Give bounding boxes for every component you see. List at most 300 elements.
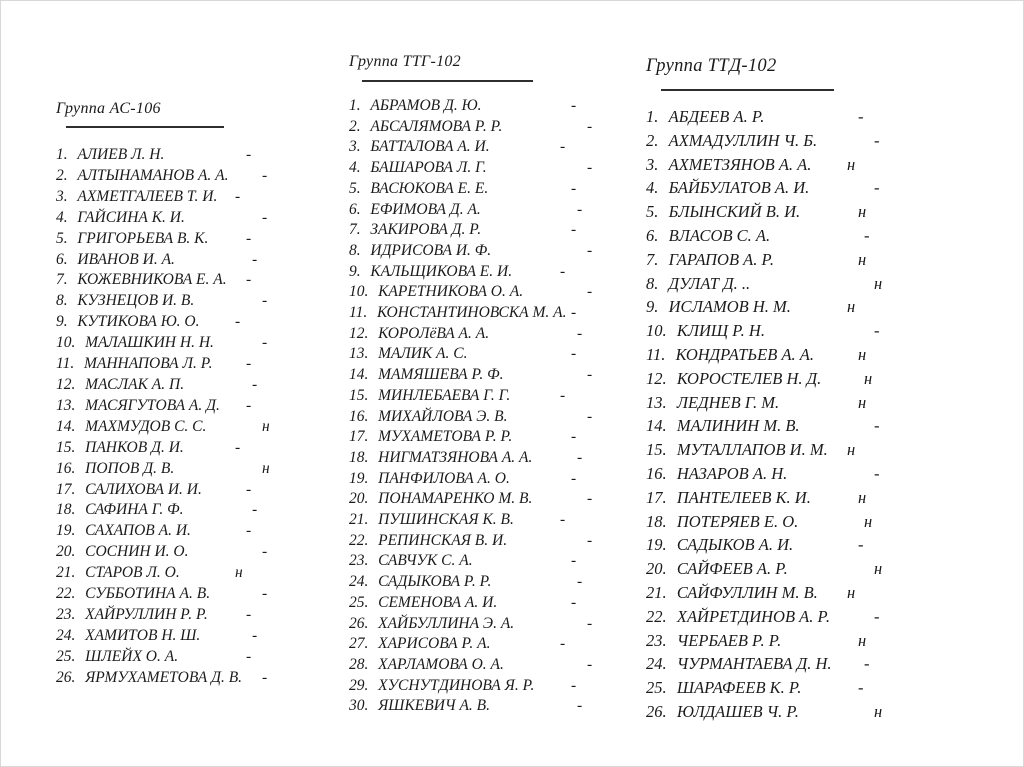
- row-number: 13.: [646, 392, 667, 412]
- attendance-mark: н: [858, 487, 867, 507]
- spacer: [77, 543, 85, 560]
- student-name: КАРЕТНИКОВА О. А.: [378, 283, 524, 301]
- attendance-mark: -: [858, 107, 864, 126]
- row-number: 21.: [646, 582, 667, 602]
- attendance-mark: -: [560, 138, 566, 156]
- student-name: СЕМЕНОВА А. И.: [378, 593, 498, 611]
- student-name: СОСНИН И. О.: [85, 543, 189, 561]
- row-number: 7.: [349, 221, 361, 239]
- row-number: 19.: [349, 469, 369, 487]
- student-row: [646, 295, 986, 319]
- row-number: 2.: [646, 130, 659, 150]
- spacer: [370, 449, 378, 466]
- spacer: [669, 488, 677, 507]
- attendance-mark: -: [246, 480, 252, 498]
- row-number: 15.: [56, 438, 76, 456]
- student-name: ШЛЕЙХ О. А.: [85, 647, 179, 665]
- student-name: ГАРАПОВ А. Р.: [668, 249, 775, 269]
- student-name: ДУЛАТ Д. ..: [668, 273, 751, 293]
- attendance-mark: -: [577, 573, 583, 591]
- attendance-mark: -: [587, 531, 593, 549]
- row-number: 6.: [56, 250, 68, 268]
- student-row: [646, 343, 986, 367]
- student-row: [646, 438, 986, 462]
- row-number: 3.: [56, 187, 68, 205]
- row-number: 12.: [56, 375, 76, 393]
- row-number: 1.: [646, 107, 659, 126]
- attendance-mark: н: [858, 249, 867, 269]
- attendance-mark: -: [246, 355, 252, 373]
- spacer: [77, 564, 85, 581]
- attendance-mark: -: [571, 179, 577, 197]
- attendance-mark: -: [858, 535, 864, 555]
- spacer: [370, 594, 378, 611]
- student-name: АБДЕЕВ А. Р.: [668, 107, 765, 126]
- row-number: 13.: [56, 396, 76, 414]
- student-name: АЛТЫНАМАНОВ А. А.: [77, 166, 229, 184]
- row-number: 5.: [646, 202, 659, 222]
- attendance-mark: -: [587, 283, 593, 301]
- student-row: [349, 489, 649, 510]
- row-number: 9.: [56, 313, 68, 331]
- row-number: 26.: [349, 614, 369, 632]
- attendance-mark: -: [560, 635, 566, 653]
- row-number: 18.: [56, 501, 76, 519]
- student-name: ЕФИМОВА Д. А.: [370, 200, 481, 218]
- student-row: [349, 158, 649, 179]
- row-number: 6.: [646, 225, 659, 245]
- attendance-mark: -: [577, 200, 583, 218]
- attendance-mark: -: [571, 428, 577, 446]
- attendance-mark: н: [847, 154, 856, 174]
- spacer: [370, 325, 378, 342]
- spacer: [660, 226, 668, 245]
- student-name: САХАПОВ А. И.: [85, 522, 191, 540]
- row-number: 2.: [349, 117, 361, 135]
- row-number: 7.: [56, 271, 68, 289]
- student-row: [646, 557, 986, 581]
- row-number: 1.: [349, 97, 361, 114]
- row-number: 16.: [349, 407, 369, 425]
- spacer: [667, 345, 675, 364]
- attendance-mark: -: [246, 396, 252, 414]
- student-row: [349, 386, 649, 407]
- student-row: [349, 696, 649, 717]
- row-number: 4.: [349, 159, 361, 177]
- student-row: [349, 324, 649, 345]
- student-name: ПАНФИЛОВА А. О.: [378, 469, 510, 487]
- spacer: [669, 369, 677, 388]
- student-row: [646, 605, 986, 629]
- row-number: 24.: [349, 573, 369, 591]
- spacer: [660, 274, 668, 293]
- attendance-mark: -: [246, 647, 252, 665]
- student-name: БАЙБУЛАТОВ А. И.: [668, 178, 810, 198]
- row-number: 27.: [349, 635, 369, 653]
- student-name: БЛЫНСКИЙ В. И.: [668, 202, 801, 222]
- spacer: [77, 334, 85, 351]
- student-row: [349, 634, 649, 655]
- student-name: ИВАНОВ И. А.: [77, 250, 175, 268]
- row-number: 15.: [349, 386, 369, 404]
- spacer: [77, 606, 85, 623]
- student-name: ИДРИСОВА И. Ф.: [370, 241, 492, 259]
- student-name: ХАРИСОВА Р. А.: [378, 635, 491, 653]
- attendance-mark: -: [864, 654, 870, 674]
- row-number: 20.: [349, 490, 369, 508]
- row-number: 12.: [349, 324, 369, 342]
- attendance-mark: н: [858, 202, 867, 222]
- spacer: [669, 631, 677, 650]
- spacer: [370, 345, 378, 362]
- student-row: [646, 153, 986, 177]
- student-row: [349, 303, 649, 324]
- row-number: 17.: [349, 428, 369, 446]
- spacer: [669, 607, 677, 626]
- student-row: [349, 510, 649, 531]
- spacer: [77, 481, 85, 498]
- student-row: [646, 486, 986, 510]
- attendance-mark: -: [571, 593, 577, 611]
- group-title: Группа ТТД-102: [646, 56, 777, 76]
- student-row: [646, 129, 986, 153]
- row-number: 6.: [349, 200, 361, 218]
- student-row: [646, 652, 986, 676]
- attendance-mark: н: [847, 582, 856, 602]
- student-name: ГРИГОРЬЕВА В. К.: [77, 229, 209, 247]
- attendance-mark: -: [874, 178, 880, 198]
- spacer: [669, 559, 677, 578]
- student-name: НИГМАТЗЯНОВА А. А.: [378, 448, 533, 466]
- attendance-mark: н: [235, 564, 243, 582]
- attendance-mark: -: [235, 438, 241, 456]
- row-number: 5.: [56, 229, 68, 247]
- spacer: [370, 283, 378, 300]
- spacer: [370, 697, 378, 714]
- group-column-ttd-102: [646, 56, 986, 724]
- student-row: [349, 179, 649, 200]
- attendance-mark: -: [235, 187, 241, 205]
- student-name: КОНСТАНТИНОВСКА М. А.: [376, 304, 567, 322]
- student-row: [349, 551, 649, 572]
- student-name: АХМЕТГАЛЕЕВ Т. И.: [77, 187, 218, 205]
- row-number: 22.: [646, 606, 667, 626]
- student-row: [646, 581, 986, 605]
- attendance-mark: н: [874, 273, 883, 293]
- spacer: [77, 522, 85, 539]
- student-row: [349, 282, 649, 303]
- student-row: [646, 629, 986, 653]
- attendance-mark: н: [864, 511, 873, 531]
- spacer: [669, 416, 677, 435]
- attendance-mark: -: [571, 676, 577, 694]
- attendance-mark: -: [587, 241, 593, 259]
- row-number: 21.: [349, 511, 369, 529]
- student-row: [349, 262, 649, 283]
- student-name: МАСЛАК А. П.: [85, 375, 185, 393]
- attendance-mark: -: [252, 626, 258, 644]
- attendance-mark: -: [246, 271, 252, 289]
- student-name: ИСЛАМОВ Н. М.: [668, 297, 791, 317]
- student-row: [349, 655, 649, 676]
- student-name: АХМЕТЗЯНОВ А. А.: [668, 154, 812, 174]
- student-name: ХАЙБУЛЛИНА Э. А.: [378, 614, 515, 632]
- row-number: 26.: [56, 668, 76, 686]
- student-name: БАТТАЛОВА А. И.: [370, 138, 490, 156]
- row-number: 20.: [56, 543, 76, 561]
- student-name: ЧЕРБАЕВ Р. Р.: [676, 630, 782, 650]
- student-name: ХУСНУТДИНОВА Я. Р.: [378, 676, 535, 694]
- row-number: 25.: [646, 678, 667, 698]
- attendance-mark: -: [587, 490, 593, 508]
- student-row: [349, 220, 649, 241]
- student-name: ЛЕДНЕВ Г. М.: [676, 392, 780, 412]
- row-number: 12.: [646, 368, 667, 388]
- row-number: 17.: [646, 487, 667, 507]
- row-number: 11.: [646, 344, 666, 364]
- student-name: САДЫКОВ А. И.: [676, 535, 794, 555]
- student-row: [646, 224, 986, 248]
- attendance-mark: н: [262, 417, 270, 435]
- attendance-mark: -: [252, 250, 258, 268]
- student-row: [646, 248, 986, 272]
- row-number: 19.: [56, 522, 76, 540]
- student-name: АБРАМОВ Д. Ю.: [370, 97, 482, 114]
- attendance-mark: -: [235, 313, 241, 331]
- attendance-mark: -: [874, 463, 880, 483]
- student-name: ВЛАСОВ С. А.: [668, 225, 771, 245]
- attendance-mark: -: [874, 130, 880, 150]
- row-number: 25.: [349, 593, 369, 611]
- student-row: [349, 427, 649, 448]
- row-number: 18.: [646, 511, 667, 531]
- spacer: [669, 512, 677, 531]
- student-row: [349, 117, 649, 138]
- student-row: [349, 614, 649, 635]
- spacer: [669, 654, 677, 673]
- spacer: [77, 501, 85, 518]
- attendance-mark: н: [874, 701, 883, 721]
- attendance-mark: -: [246, 146, 252, 163]
- attendance-mark: н: [874, 559, 883, 579]
- spacer: [669, 440, 677, 459]
- attendance-mark: -: [571, 97, 577, 114]
- spacer: [669, 464, 677, 483]
- row-number: 20.: [646, 559, 667, 579]
- row-number: 24.: [646, 654, 667, 674]
- row-number: 2.: [56, 166, 68, 184]
- student-row: [646, 414, 986, 438]
- student-row: [349, 344, 649, 365]
- attendance-mark: -: [262, 668, 268, 686]
- spacer: [660, 297, 668, 316]
- student-name: САЛИХОВА И. И.: [85, 480, 202, 498]
- student-name: ПАНКОВ Д. И.: [85, 438, 184, 456]
- attendance-mark: -: [587, 366, 593, 384]
- row-number: 10.: [56, 334, 76, 352]
- row-number: 22.: [56, 585, 76, 603]
- student-row: [349, 365, 649, 386]
- student-name: КЛИЩ Р. Н.: [676, 321, 765, 341]
- attendance-mark: н: [858, 630, 867, 650]
- row-number: 4.: [646, 178, 659, 198]
- title-underline: [66, 126, 224, 128]
- attendance-mark: -: [874, 416, 880, 436]
- student-name: КОЖЕВНИКОВА Е. А.: [77, 271, 227, 289]
- attendance-mark: -: [587, 159, 593, 177]
- spacer: [77, 648, 85, 665]
- student-name: КОРОЛёВА А. А.: [378, 324, 490, 342]
- student-name: САДЫКОВА Р. Р.: [378, 573, 492, 591]
- group-column-ttg-102: [349, 53, 649, 717]
- spacer: [669, 321, 677, 340]
- row-number: 11.: [56, 355, 75, 373]
- attendance-mark: -: [577, 324, 583, 342]
- attendance-mark: -: [587, 614, 593, 632]
- student-row: [646, 533, 986, 557]
- row-number: 23.: [56, 605, 76, 623]
- student-name: ХАМИТОВ Н. Ш.: [85, 626, 201, 644]
- student-row: [349, 531, 649, 552]
- student-row: [349, 241, 649, 262]
- student-name: ПУШИНСКАЯ К. В.: [378, 511, 514, 529]
- student-row: [349, 137, 649, 158]
- attendance-mark: -: [262, 585, 268, 603]
- student-name: ЧУРМАНТАЕВА Д. Н.: [676, 654, 832, 674]
- student-name: МАХМУДОВ С. С.: [85, 417, 207, 435]
- student-name: БАШАРОВА Л. Г.: [370, 159, 487, 177]
- spacer: [660, 107, 668, 126]
- student-name: АХМАДУЛЛИН Ч. Б.: [668, 130, 818, 150]
- row-number: 3.: [349, 138, 361, 156]
- attendance-mark: -: [587, 117, 593, 135]
- student-name: ЯШКЕВИЧ А. В.: [378, 697, 491, 715]
- attendance-mark: н: [858, 344, 867, 364]
- student-name: РЕПИНСКАЯ В. И.: [378, 531, 508, 549]
- attendance-mark: -: [262, 543, 268, 561]
- row-number: 17.: [56, 480, 76, 498]
- spacer: [370, 677, 378, 694]
- spacer: [660, 250, 668, 269]
- student-row: [646, 510, 986, 534]
- spacer: [370, 408, 378, 425]
- row-number: 23.: [646, 630, 667, 650]
- student-name: ЮЛДАШЕВ Ч. Р.: [676, 701, 799, 721]
- group-title: Группа АС-106: [56, 100, 161, 117]
- attendance-mark: -: [246, 229, 252, 247]
- spacer: [77, 418, 85, 435]
- row-number: 5.: [349, 179, 361, 197]
- spacer: [370, 532, 378, 549]
- row-number: 23.: [349, 552, 369, 570]
- row-number: 4.: [56, 208, 68, 226]
- student-name: МУТАЛЛАПОВ И. М.: [676, 440, 828, 460]
- student-name: МАСЯГУТОВА А. Д.: [85, 396, 220, 414]
- student-name: МАЛИК А. С.: [378, 345, 468, 363]
- attendance-mark: -: [864, 225, 870, 245]
- attendance-mark: -: [587, 655, 593, 673]
- row-number: 3.: [646, 154, 659, 174]
- row-number: 14.: [56, 417, 76, 435]
- student-name: ХАРЛАМОВА О. А.: [378, 655, 504, 673]
- spacer: [369, 304, 377, 321]
- student-name: ХАЙРЕТДИНОВ А. Р.: [676, 606, 831, 626]
- row-number: 21.: [56, 564, 76, 582]
- student-row: [349, 469, 649, 490]
- row-number: 8.: [349, 241, 361, 259]
- attendance-mark: -: [252, 375, 258, 393]
- student-row: [349, 572, 649, 593]
- row-number: 10.: [646, 321, 667, 341]
- attendance-mark: -: [874, 321, 880, 341]
- row-number: 15.: [646, 440, 667, 460]
- spacer: [660, 202, 668, 221]
- attendance-mark: -: [262, 208, 268, 226]
- student-name: ПАНТЕЛЕЕВ К. И.: [676, 487, 811, 507]
- spacer: [370, 428, 378, 445]
- student-name: СТАРОВ Л. О.: [85, 564, 180, 582]
- row-number: 16.: [56, 459, 76, 477]
- student-row: [646, 391, 986, 415]
- attendance-mark: -: [560, 262, 566, 280]
- student-name: ХАЙРУЛЛИН Р. Р.: [85, 605, 208, 623]
- attendance-mark: н: [847, 440, 856, 460]
- spacer: [370, 656, 378, 673]
- student-name: ВАСЮКОВА Е. Е.: [370, 179, 489, 197]
- student-row: [349, 448, 649, 469]
- student-row: [646, 700, 986, 724]
- spacer: [660, 178, 668, 197]
- student-name: МИХАЙЛОВА Э. В.: [378, 407, 508, 425]
- row-number: 24.: [56, 626, 76, 644]
- spacer: [370, 470, 378, 487]
- attendance-mark: н: [858, 392, 867, 412]
- row-number: 11.: [349, 304, 368, 322]
- row-number: 13.: [349, 345, 369, 363]
- spacer: [370, 635, 378, 652]
- student-name: АЛИЕВ Л. Н.: [77, 146, 165, 163]
- student-name: ГАЙСИНА К. И.: [77, 208, 185, 226]
- attendance-mark: -: [252, 501, 258, 519]
- spacer: [76, 355, 84, 372]
- attendance-mark: -: [560, 386, 566, 404]
- student-row: [646, 462, 986, 486]
- student-name: МАЛАШКИН Н. Н.: [85, 334, 214, 352]
- student-name: ПОТЕРЯЕВ Е. О.: [676, 511, 799, 531]
- row-number: 10.: [349, 283, 369, 301]
- row-number: 7.: [646, 249, 659, 269]
- student-name: ЗАКИРОВА Д. Р.: [370, 221, 482, 239]
- student-row: [646, 367, 986, 391]
- attendance-mark: -: [246, 605, 252, 623]
- attendance-mark: -: [246, 522, 252, 540]
- spacer: [660, 131, 668, 150]
- row-number: 16.: [646, 463, 667, 483]
- student-name: ПОПОВ Д. В.: [85, 459, 175, 477]
- spacer: [77, 627, 85, 644]
- attendance-mark: -: [571, 345, 577, 363]
- attendance-mark: -: [571, 469, 577, 487]
- attendance-mark: -: [577, 697, 583, 715]
- row-number: 14.: [646, 416, 667, 436]
- student-row: [349, 676, 649, 697]
- student-row: [349, 407, 649, 428]
- student-row: [349, 96, 649, 117]
- spacer: [669, 583, 677, 602]
- student-name: САЙФЕЕВ А. Р.: [676, 559, 788, 579]
- student-row: [349, 200, 649, 221]
- spacer: [669, 535, 677, 554]
